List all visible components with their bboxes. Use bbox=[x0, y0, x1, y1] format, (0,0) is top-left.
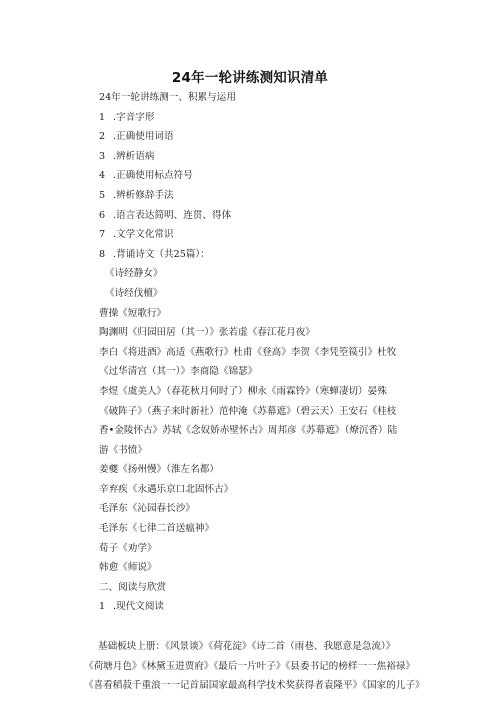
list-item-number: 7 bbox=[99, 229, 106, 241]
list-item-number: 1 bbox=[99, 111, 106, 123]
list-item bbox=[99, 206, 439, 226]
list-item-number: 2 bbox=[99, 131, 106, 143]
reading-line: 《荷塘月色》《林黛玉进贾府》《最后一片叶子》《县委书记的榜样一一焦裕禄》 bbox=[84, 660, 415, 672]
list-item-text: .正确使用词语 bbox=[113, 131, 174, 143]
list-item bbox=[99, 147, 439, 167]
list-item bbox=[99, 108, 439, 128]
poem-line: 毛泽东《七律二首送瘟神》 bbox=[99, 523, 215, 535]
section-heading: 二、阅读与欣赏 bbox=[99, 581, 167, 593]
reading-line: 基础板块上册：《风景谈》《荷花淀》《诗二首（雨巷、我愿意是急流）》 bbox=[98, 641, 396, 652]
poem-line: 姜夔《扬州慢》（淮左名都） bbox=[99, 464, 219, 476]
list-item bbox=[99, 245, 439, 265]
poem-line: 《诗经静女》 bbox=[105, 268, 163, 280]
poem-line: 香•金陵怀古》苏轼《念奴娇赤壁怀古》周邦彦《苏幕遮》（燎沉香）陆 bbox=[99, 425, 398, 437]
list-item bbox=[99, 166, 439, 186]
list-item bbox=[99, 186, 439, 206]
list-item-number: 1 bbox=[99, 601, 106, 613]
list-item-number: 5 bbox=[99, 189, 106, 201]
poem-line: 李白《将进酒》高适《燕歌行》杜甫《登高》李贺《李凭箜篌引》杜牧 bbox=[99, 346, 397, 358]
list-item bbox=[99, 225, 439, 245]
poem-line: 《诗经伐檀》 bbox=[105, 287, 163, 299]
section-heading: 24年一轮讲练测一、积累与运用 bbox=[99, 92, 236, 103]
poem-line: 《破阵子》（燕子来时新社）范仲淹《苏幕遮》（碧云天）王安石《桂枝 bbox=[99, 405, 397, 417]
list-item-text: .辨析修辞手法 bbox=[113, 189, 174, 201]
poem-line: 《过华清宫（其一）》李商隐《锦瑟》 bbox=[99, 366, 258, 378]
list-item-text: .语言表达简明、连贯、得体 bbox=[113, 209, 232, 221]
poem-line: 荀子《劝学》 bbox=[99, 542, 157, 554]
poem-line: 李煜《虞美人》（春花秋月何时了）柳永《雨霖铃》（寒蝉凄切）晏殊 bbox=[99, 385, 387, 397]
document-title: 24年一轮讲练测知识清单 bbox=[171, 70, 329, 86]
list-item-text: .字音字形 bbox=[113, 111, 155, 123]
list-item bbox=[99, 127, 439, 147]
list-item-number: 3 bbox=[99, 150, 106, 162]
list-item-text: .背诵诗文（共25篇）： bbox=[113, 248, 210, 260]
list-item-number: 4 bbox=[99, 170, 106, 182]
list-item-text: .文学文化常识 bbox=[113, 229, 174, 241]
poem-line: 韩愈《师说》 bbox=[99, 562, 157, 574]
list-item-text: .辨析语病 bbox=[113, 150, 155, 162]
poem-line: 游《书愤》 bbox=[99, 444, 147, 456]
poem-line: 曹操《短歌行》 bbox=[99, 307, 167, 319]
list-item-text: .现代文阅读 bbox=[113, 601, 165, 613]
document-body bbox=[99, 88, 439, 617]
list-item-number: 8 bbox=[99, 248, 106, 260]
reading-list bbox=[84, 637, 444, 696]
poem-line: 辛弃疾《永遇乐京口北固怀古》 bbox=[99, 483, 234, 495]
poem-line: 陶渊明《归园田居（其一）》张若虚《春江花月夜》 bbox=[99, 327, 315, 339]
list-item-number: 6 bbox=[99, 209, 106, 221]
list-item bbox=[99, 597, 439, 617]
poem-line: 毛泽东《沁园春长沙》 bbox=[99, 503, 195, 515]
reading-line: 《喜看稻菽千重浪一一记首届国家最高科学技术奖获得者袁隆平》《国家的儿子》 bbox=[84, 680, 425, 692]
list-item-text: .正确使用标点符号 bbox=[113, 170, 193, 182]
